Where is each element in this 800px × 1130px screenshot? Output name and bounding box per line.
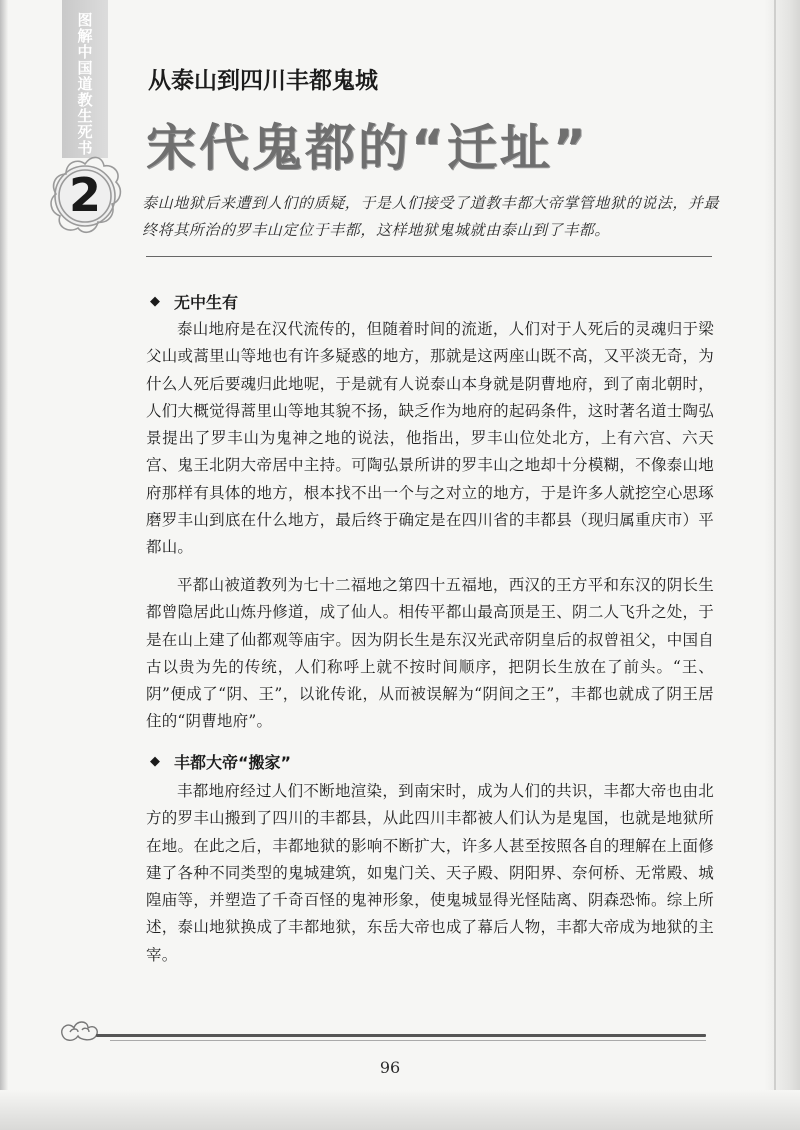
article-summary: 泰山地狱后来遭到人们的质疑，于是人们接受了道教丰都大帝掌管地狱的说法，并最终将其所治的罗丰山定位于丰都，这样地狱鬼城就由泰山到了丰都。 xyxy=(142,194,720,239)
section-heading xyxy=(148,290,238,313)
section-heading-label: 丰都大帝“搬家” xyxy=(174,753,292,772)
scan-shadow-bottom xyxy=(0,1090,800,1130)
section-heading xyxy=(148,750,291,773)
footer-rule-thin xyxy=(110,1040,706,1041)
chapter-badge xyxy=(46,152,124,248)
body-paragraph: 丰都地府经过人们不断地渲染，到南宋时，成为人们的共识，丰都大帝也由北方的罗丰山搬到了四川的丰都县，从此四川丰都被人们认为是鬼国，也就是地狱所在地。在此之后，丰都地狱的影响不断扩大，许多人甚至按照各自的理解在上面修建了各种不同类型的鬼城建筑，如鬼门关、天子殿、阴阳界、奈何桥、无常殿、城隍庙等，并塑造了千奇百怪的鬼神形象，使鬼城显得光怪陆离、阴森恐怖。综上所述，泰山地狱换成了丰都地狱，东岳大帝也成了幕后人物，丰都大帝成为地狱的主宰。 xyxy=(146,782,714,964)
summary-divider xyxy=(146,256,712,257)
section-heading-label: 无中生有 xyxy=(174,293,239,312)
footer-rule xyxy=(96,1034,706,1037)
article-kicker: 从泰山到四川丰都鬼城 xyxy=(148,68,378,94)
chapter-number: 2 xyxy=(68,168,101,222)
scan-shadow-right xyxy=(764,0,800,1130)
body-paragraph: 泰山地府是在汉代流传的，但随着时间的流逝，人们对于人死后的灵魂归于梁父山或蒿里山等地也有许多疑惑的地方，那就是这两座山既不高，又平淡无奇，为什么人死后要魂归此地呢，于是就有人说泰山本身就是阴曹地府，到了南北朝时，人们大概觉得蒿里山等地其貌不扬，缺乏作为地府的起码条件，这时著名道士陶弘景提出了罗丰山为鬼神之地的说法，他指出，罗丰山位处北方，上有六宫、六天宫、鬼王北阴大帝居中主持。可陶弘景所讲的罗丰山之地却十分模糊，不像泰山地府那样有具体的地方，根本找不出一个与之对立的地方，于是许多人就挖空心思琢磨罗丰山到底在什么地方，最后终于确定是在四川省的丰都县（现归属重庆市）平都山。 xyxy=(146,320,714,557)
book-title: 图解中国道教生死书 xyxy=(75,12,94,156)
body-paragraph: 平都山被道教列为七十二福地之第四十五福地，西汉的王方平和东汉的阴长生都曾隐居此山炼丹修道，成了仙人。相传平都山最高顶是王、阴二人飞升之处，于是在山上建了仙都观等庙宇。因为阴长生是东汉光武帝阴皇后的叔曾祖父，中国自古以贵为先的传统，人们称呼上就不按时间顺序，把阴长生放在了前头。“王、阴”便成了“阴、王”，以讹传讹，从而被误解为“阴间之王”，丰都也就成了阴王居住的“阴曹地府”。 xyxy=(146,576,714,731)
article-title: 宋代鬼都的“迁址” xyxy=(146,119,589,177)
diamond-icon: ◆ xyxy=(150,294,160,309)
side-tab xyxy=(62,0,108,158)
page-number: 96 xyxy=(379,1058,401,1077)
cloud-ornament-icon xyxy=(58,1016,102,1046)
scan-shadow-left xyxy=(0,0,8,1130)
diamond-icon: ◆ xyxy=(150,754,160,769)
